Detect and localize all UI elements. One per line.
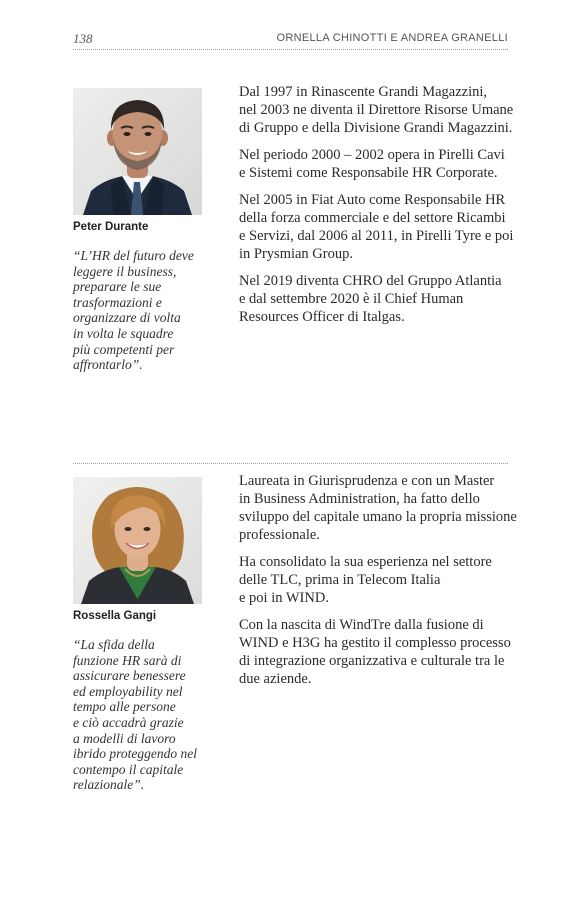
bio-line: WIND e H3G ha gestito il complesso processo xyxy=(239,635,511,651)
portrait-photo xyxy=(73,88,202,215)
bio-line: Nel 2005 in Fiat Auto come Responsabile HR xyxy=(239,192,506,208)
quote-line: preparare le sue xyxy=(73,279,162,295)
quote-line: in volta le squadre xyxy=(73,325,174,341)
running-head-authors: ORNELLA CHINOTTI E ANDREA GRANELLI xyxy=(276,32,508,44)
bio-line: di Gruppo e della Divisione Grandi Magazzini. xyxy=(239,120,513,136)
bio-paragraph xyxy=(239,146,514,182)
person-name: Rossella Gangi xyxy=(73,610,157,622)
quote-line: assicurare benessere xyxy=(73,668,186,684)
quote-line: a modelli di lavoro xyxy=(73,730,176,746)
quote-line: tempo alle persone xyxy=(73,699,176,715)
bio-line: Con la nascita di WindTre dalla fusione di xyxy=(239,617,484,633)
quote-line: più competenti per xyxy=(73,341,175,357)
running-header xyxy=(73,33,508,50)
bio-line: e poi in WIND. xyxy=(239,590,329,606)
bio-paragraph xyxy=(239,472,517,544)
biography xyxy=(239,472,517,697)
bio-line: sviluppo del capitale umano la propria missione xyxy=(239,509,517,525)
bio-line: di integrazione organizzativa e culturale tra le xyxy=(239,653,505,669)
bio-paragraph xyxy=(239,553,514,607)
bio-paragraph xyxy=(239,191,514,263)
biography xyxy=(239,83,514,335)
bio-line: e Servizi, dal 2006 al 2011, in Pirelli Tyre e poi xyxy=(239,228,514,244)
bio-line: Laureata in Giurisprudenza e con un Master xyxy=(239,473,495,489)
bio-line: e dal settembre 2020 è il Chief Human xyxy=(239,291,464,307)
bio-line: in Business Administration, ha fatto dello xyxy=(239,491,480,507)
quote-line: ibrido proteggendo nel xyxy=(73,746,197,762)
pull-quote xyxy=(73,637,213,793)
bio-line: delle TLC, prima in Telecom Italia xyxy=(239,572,441,588)
bio-line: Ha consolidato la sua esperienza nel settore xyxy=(239,554,492,570)
page-number: 138 xyxy=(73,31,93,46)
bio-line: professionale. xyxy=(239,527,320,543)
quote-line: leggere il business, xyxy=(73,263,177,279)
bio-line: della forza commerciale e del settore Ricambi xyxy=(239,210,506,226)
quote-line: e ciò accadrà grazie xyxy=(73,714,184,730)
portrait-photo xyxy=(73,477,202,604)
quote-line: relazionale”. xyxy=(73,777,145,793)
bio-line: Dal 1997 in Rinascente Grandi Magazzini, xyxy=(239,84,488,100)
bio-line: due aziende. xyxy=(239,671,312,687)
bio-line: Nel 2019 diventa CHRO del Gruppo Atlantia xyxy=(239,273,502,289)
section-divider xyxy=(73,463,508,464)
bio-line: nel 2003 ne diventa il Direttore Risorse Umane xyxy=(239,102,514,118)
pull-quote xyxy=(73,248,213,373)
quote-line: “L’HR del futuro deve xyxy=(73,248,194,263)
bio-line: e Sistemi come Responsabile HR Corporate. xyxy=(239,165,498,181)
quote-line: organizzare di volta xyxy=(73,310,181,326)
bio-paragraph xyxy=(239,83,514,137)
quote-line: “La sfida della xyxy=(73,637,155,652)
bio-line: Resources Officer di Italgas. xyxy=(239,309,405,325)
bio-line: in Prysmian Group. xyxy=(239,246,353,262)
person-name: Peter Durante xyxy=(73,221,149,233)
quote-line: ed employability nel xyxy=(73,683,183,699)
quote-line: contempo il capitale xyxy=(73,761,184,777)
quote-line: affrontarlo”. xyxy=(73,357,143,373)
bio-paragraph xyxy=(239,616,514,688)
bio-paragraph xyxy=(239,272,514,326)
bio-line: Nel periodo 2000 – 2002 opera in Pirelli Cavi xyxy=(239,147,505,163)
quote-line: trasformazioni e xyxy=(73,294,162,310)
quote-line: funzione HR sarà di xyxy=(73,652,182,668)
